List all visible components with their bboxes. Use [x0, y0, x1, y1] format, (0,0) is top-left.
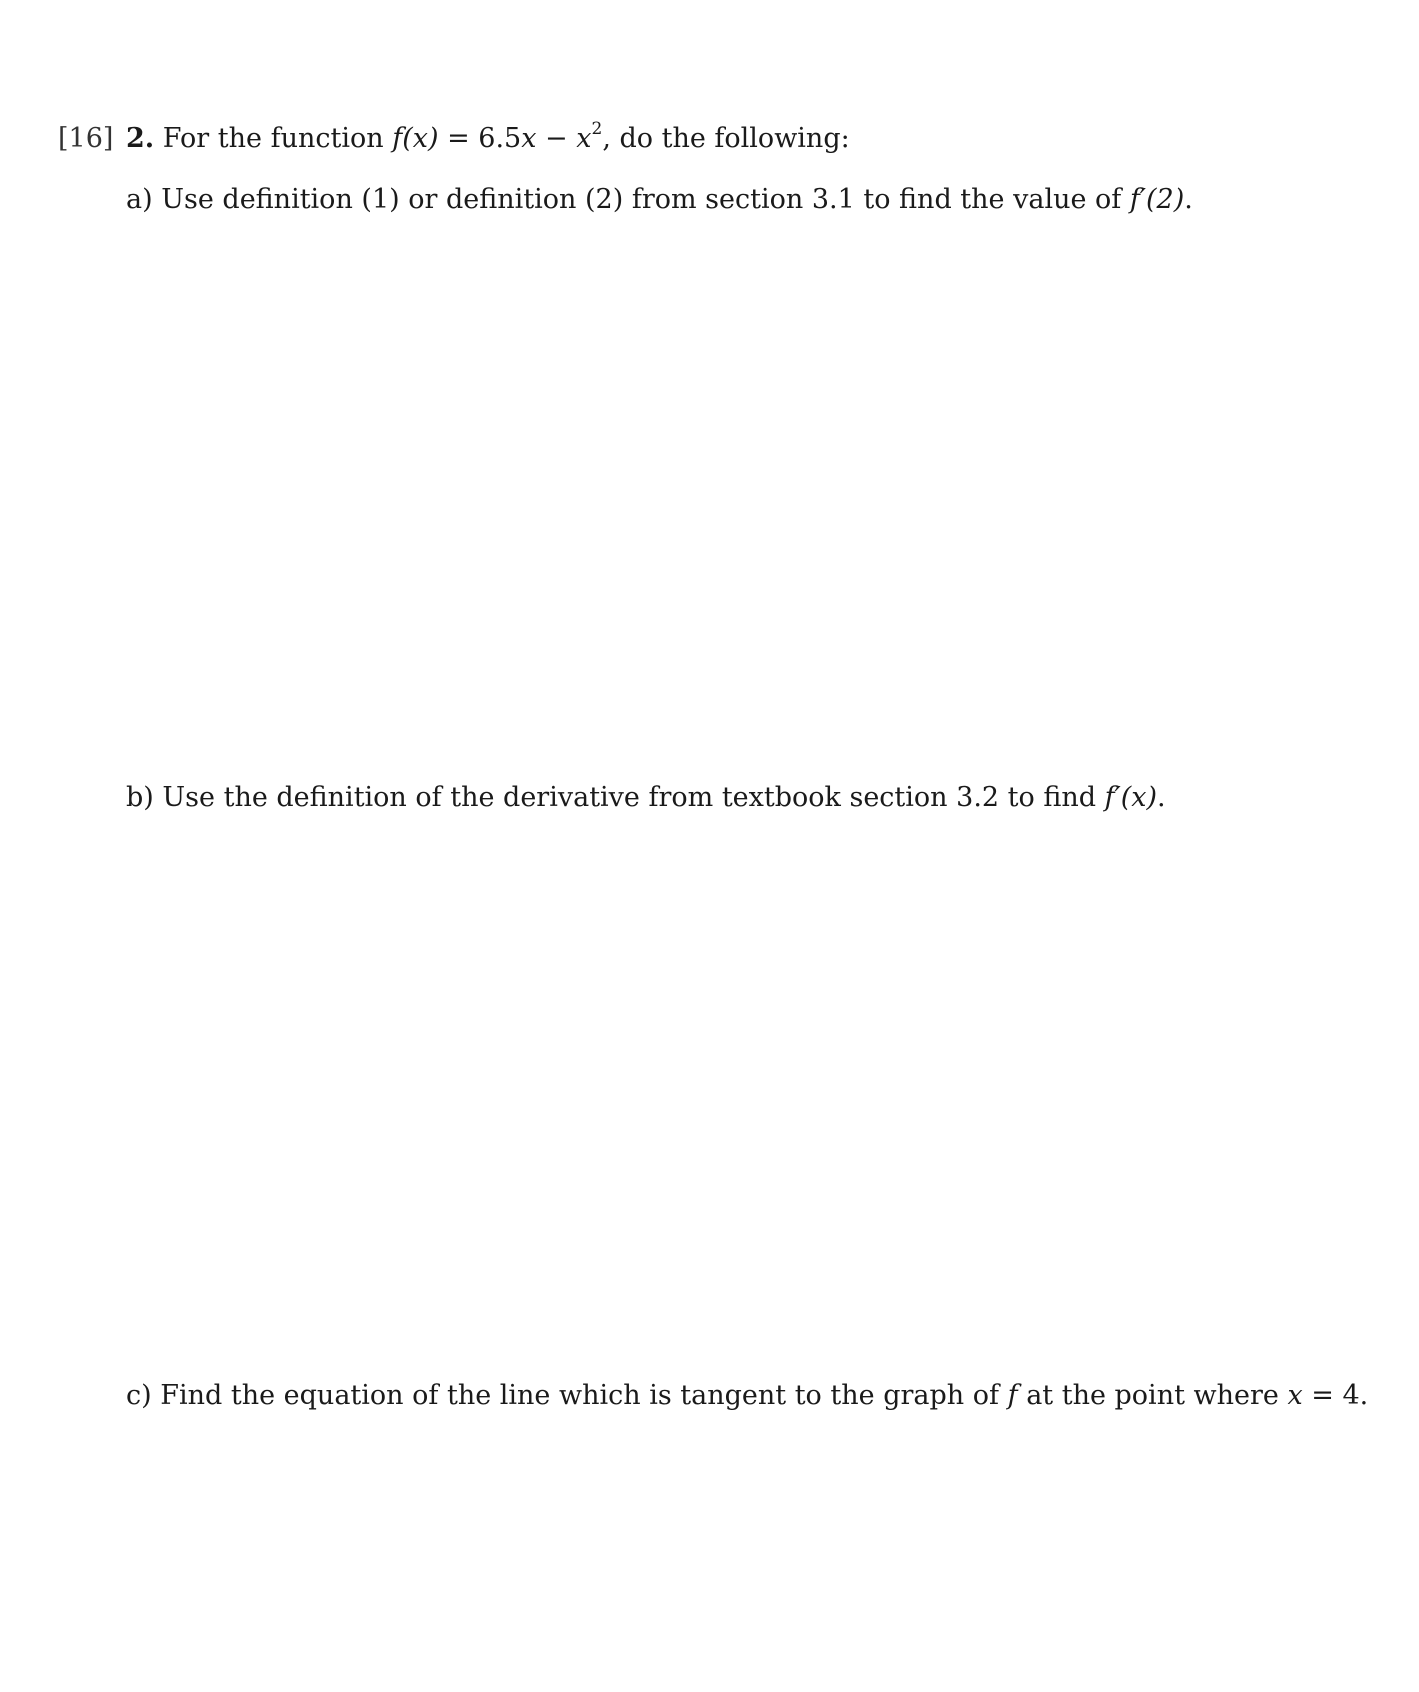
function-lhs: f(x): [392, 123, 439, 154]
points-value: [16]: [58, 123, 114, 154]
function-eq: = 6.5: [438, 123, 522, 154]
function-var: x: [521, 123, 537, 154]
part-b-math: f′(x): [1104, 782, 1158, 813]
problem-number: 2.: [126, 123, 155, 154]
problem-intro-end: , do the following:: [602, 123, 850, 154]
part-c-text2: at the point where: [1026, 1380, 1279, 1411]
part-c-text: Find the equation of the line which is tangent to the graph of: [160, 1380, 999, 1411]
part-c: [126, 1379, 1368, 1413]
answer-space-a[interactable]: [126, 230, 1361, 760]
part-b-text: Use the definition of the derivative from textbook section 3.2 to find: [162, 782, 1097, 813]
part-a-math: f′(2): [1129, 184, 1185, 215]
function-var2: x: [576, 123, 592, 154]
part-c-label: c): [126, 1380, 152, 1411]
part-c-math-x: x: [1287, 1380, 1303, 1411]
part-a-label: a): [126, 184, 153, 215]
part-b-end: .: [1157, 782, 1166, 813]
part-b-label: b): [126, 782, 154, 813]
part-c-math-f: f: [1007, 1380, 1018, 1411]
part-b: [126, 781, 1166, 815]
part-a-end: .: [1184, 184, 1193, 215]
function-minus: −: [536, 123, 577, 154]
part-a-text: Use definition (1) or definition (2) from section 3.1 to find the value of: [161, 184, 1122, 215]
answer-space-b[interactable]: [126, 828, 1361, 1358]
answer-space-c[interactable]: [126, 1426, 1361, 1666]
part-a: [126, 183, 1193, 217]
function-exponent: 2: [591, 119, 603, 139]
problem-statement: [126, 119, 850, 156]
part-c-tail: = 4.: [1302, 1380, 1369, 1411]
problem-intro: For the function: [162, 123, 384, 154]
